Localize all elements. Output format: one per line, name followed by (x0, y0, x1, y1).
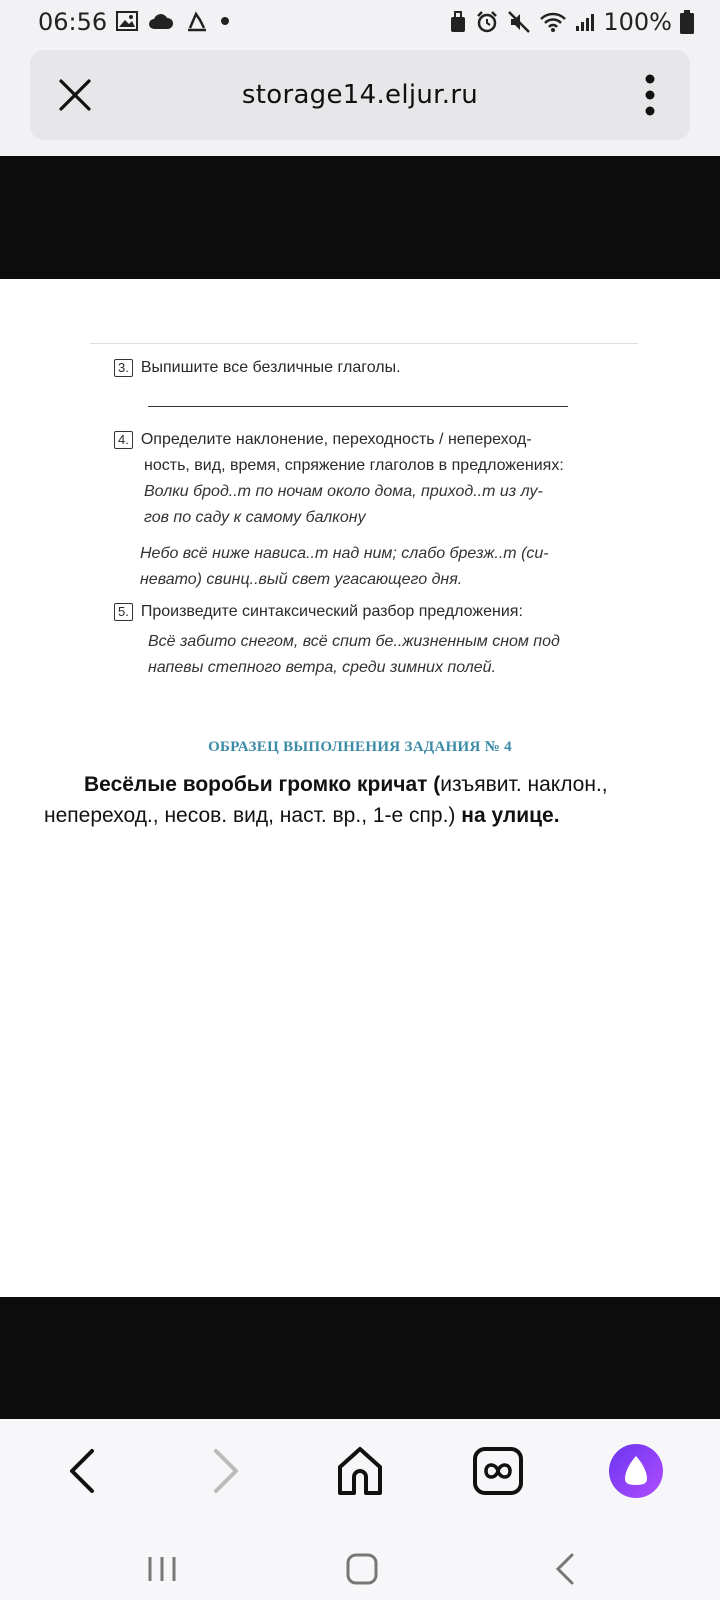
status-time: 06:56 (38, 8, 108, 36)
lock-saver-icon (449, 11, 467, 33)
task-text: Произведите синтаксический разбор предложения: (140, 603, 523, 620)
task-4 (114, 427, 654, 593)
alice-icon[interactable] (608, 1443, 664, 1499)
task-3 (114, 355, 401, 381)
recents-icon[interactable] (142, 1549, 182, 1589)
battery-icon (680, 10, 694, 34)
status-bar (0, 0, 720, 44)
mute-icon (507, 10, 531, 34)
example-line: невато) свинц..вый свет угасающего дня. (140, 571, 463, 588)
signal-icon (575, 12, 595, 32)
system-icons (449, 8, 694, 36)
back-icon[interactable] (546, 1549, 586, 1589)
viewer-top-bar (0, 156, 720, 279)
sample-answer (44, 769, 674, 831)
task-number: 4. (114, 431, 133, 449)
example-line: Небо всё ниже нависа..т над ним; слабо брезж..т (си- (140, 545, 549, 562)
battery-percent: 100% (603, 8, 672, 36)
sample-bold-end: на улице. (455, 804, 560, 827)
task-text-line2: ность, вид, время, спряжение глаголов в предложениях: (144, 457, 564, 474)
image-icon (116, 11, 138, 31)
task-number: 3. (114, 359, 133, 377)
sample-bold-start: Весёлые воробьи громко кричат ( (84, 773, 441, 796)
chevron-right-icon[interactable] (196, 1443, 252, 1499)
notification-icons (116, 10, 230, 32)
task-text-line1: Определите наклонение, переходность / непереход- (140, 431, 532, 448)
alarm-icon (475, 10, 499, 34)
chevron-left-icon[interactable] (56, 1443, 112, 1499)
dot-icon (220, 16, 230, 26)
document-page[interactable] (0, 279, 720, 1297)
url-text[interactable]: storage14.eljur.ru (241, 80, 479, 110)
cloud-icon (148, 12, 174, 30)
browser-nav-bar (0, 1419, 720, 1600)
scan-edge (90, 343, 638, 344)
more-vert-icon[interactable] (644, 74, 656, 116)
example-line: Всё забито снегом, всё спит бе..жизненным сном под (148, 633, 560, 650)
sample-normal: изъявит. наклон., непереход., несов. вид, наст. вр., 1-е спр.) (44, 773, 608, 827)
browser-url-bar (30, 50, 690, 140)
square-icon[interactable] (342, 1549, 382, 1589)
example-line: гов по саду к самому балкону (144, 509, 366, 526)
home-icon[interactable] (332, 1443, 388, 1499)
skate-icon (184, 10, 210, 32)
task-5 (114, 599, 654, 681)
task-text: Выпишите все безличные глаголы. (140, 359, 401, 376)
wifi-icon (539, 11, 567, 33)
example-line: напевы степного ветра, среди зимних полей. (148, 659, 497, 676)
tabs-icon[interactable] (470, 1443, 526, 1499)
example-line: Волки брод..т по ночам около дома, приход..т из лу- (144, 483, 543, 500)
task-number: 5. (114, 603, 133, 621)
answer-line (148, 406, 568, 407)
viewer-bottom-bar (0, 1297, 720, 1419)
sample-heading: ОБРАЗЕЦ ВЫПОЛНЕНИЯ ЗАДАНИЯ № 4 (208, 739, 512, 755)
